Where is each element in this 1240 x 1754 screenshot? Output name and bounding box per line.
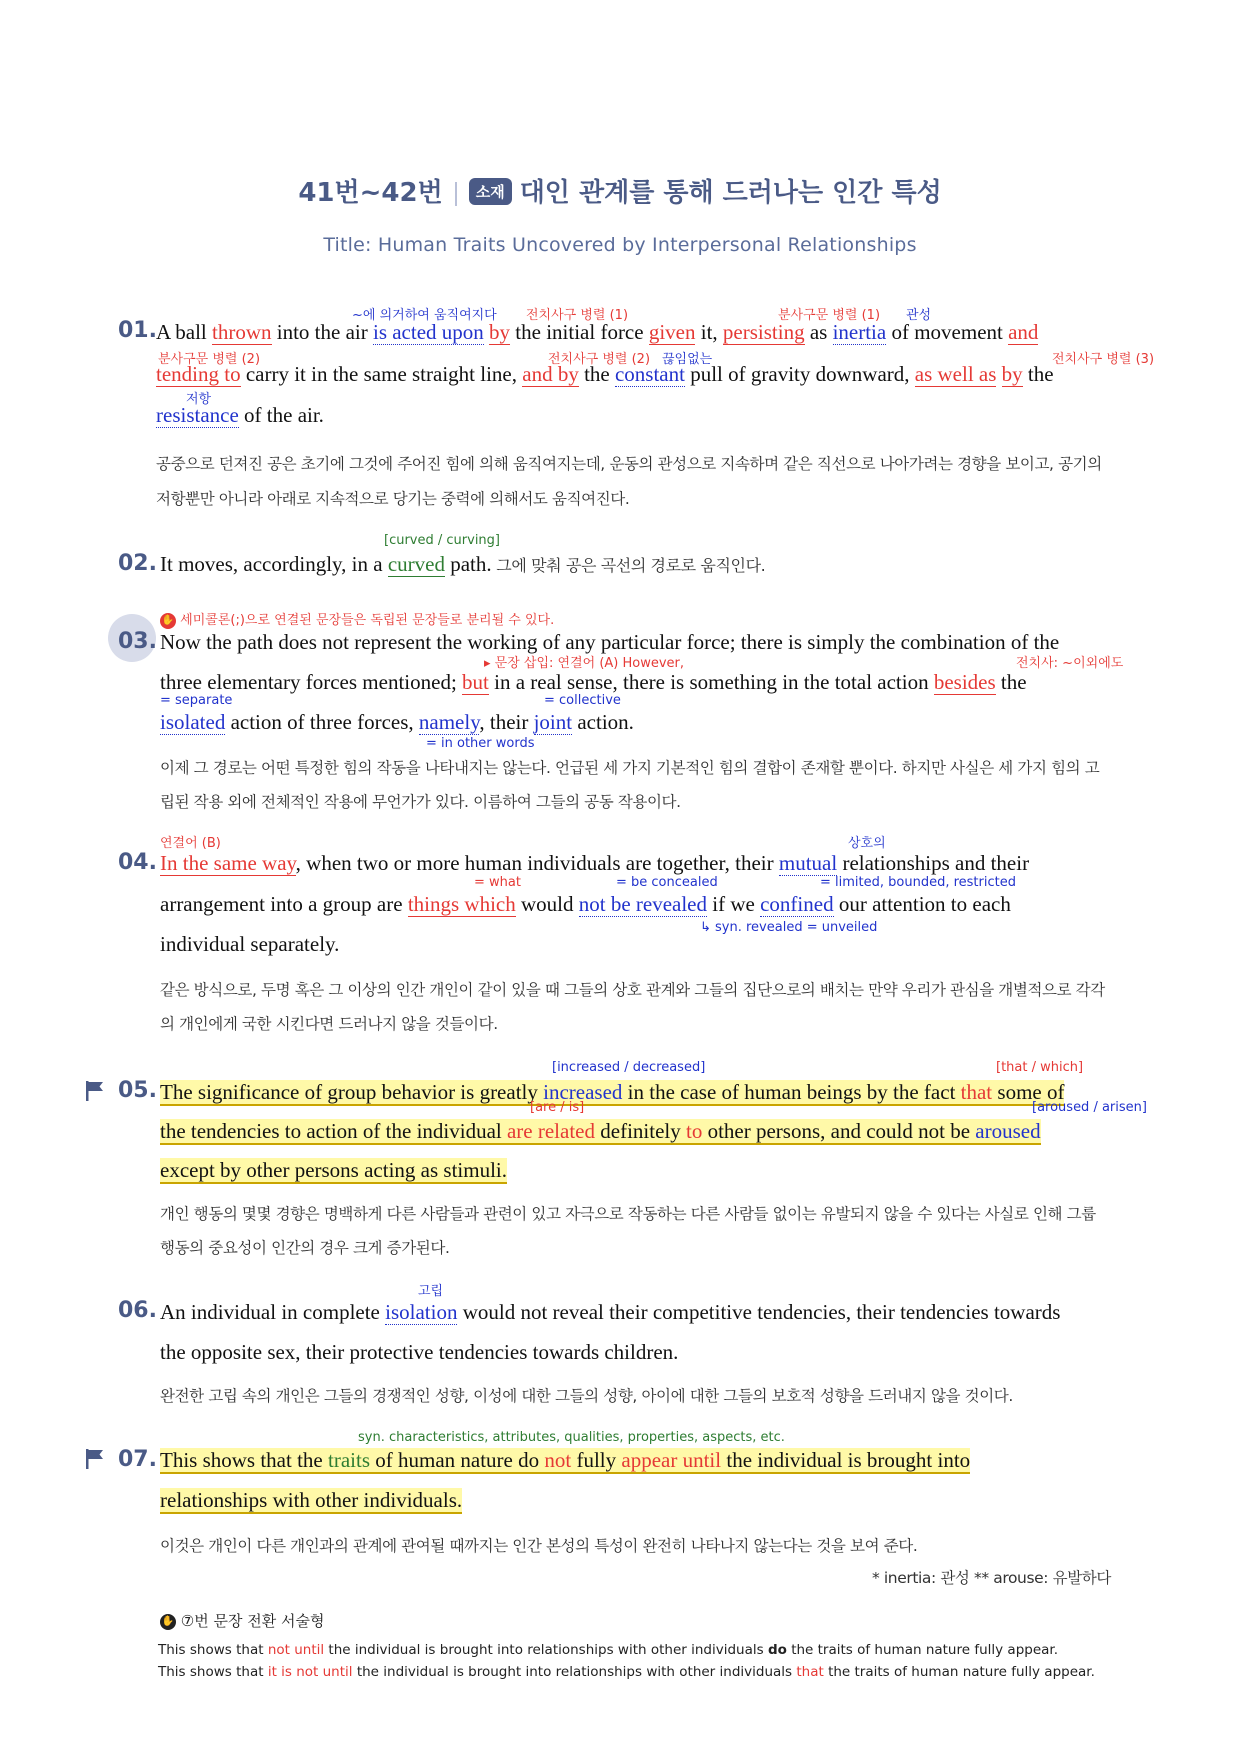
page-title — [0, 172, 1240, 209]
note-isolation: 고립 — [418, 1284, 444, 1299]
tip-semicolon: ✋ 세미콜론(;)으로 연결된 문장들은 독립된 문장들로 분리될 수 있다. — [161, 613, 555, 628]
note-acted-upon: ~에 의거하여 움직여지다 — [352, 308, 497, 323]
word-inertia: inertia — [832, 320, 887, 344]
word-curved: curved — [387, 552, 445, 576]
word-namely: namely — [418, 710, 480, 734]
translation-04-line-2: 의 개인에게 국한 시킨다면 드러나지 않을 것들이다. — [160, 1015, 498, 1033]
sentence-07-line-2: relationships with other individuals. — [160, 1488, 463, 1512]
translation-05-line-2: 행동의 중요성이 인간의 경우 크게 증가된다. — [160, 1239, 450, 1257]
word-by: by — [489, 320, 511, 344]
translation-01-line-1: 공중으로 던져진 공은 초기에 그것에 주어진 힘에 의해 움직여지는데, 운동의 관성으로 지속하며 같은 직선으로 나아가려는 경향을 보이고, 공기의 — [156, 455, 1102, 473]
sentence-02: It moves, accordingly, in a curved path. 그에 맞춰 공은 곡선의 경로로 움직인다. — [160, 552, 766, 576]
question-range: 41번~42번 — [298, 178, 443, 208]
note-prep-parallel-2: 전치사구 병렬 (2) — [548, 352, 651, 367]
translation-02: 그에 맞춰 공은 곡선의 경로로 움직인다. — [491, 556, 766, 575]
sentence-03-line-1: Now the path does not represent the working of any particular force; there is simply the combination of the — [160, 630, 1060, 654]
note-curved: [curved / curving] — [384, 533, 500, 548]
note-prep-parallel-1: 전치사구 병렬 (1) — [526, 308, 629, 323]
word-constant: constant — [614, 362, 685, 386]
word-appear-until: appear until — [621, 1448, 722, 1472]
sentence-number: 01. — [118, 318, 157, 343]
note-are-is: [are / is] — [530, 1100, 585, 1115]
note-joint: = collective — [544, 693, 621, 708]
note-prep-parallel-3: 전치사구 병렬 (3) — [1052, 352, 1155, 367]
word-is-acted-upon: is acted upon — [372, 320, 484, 344]
note-constant: 끊임없는 — [662, 352, 713, 367]
footnote: * inertia: 관성 ** arouse: 유발하다 — [872, 1569, 1111, 1587]
translation-05-line-1: 개인 행동의 몇몇 경향은 명백하게 다른 사람들과 관련이 있고 자극으로 작동하는 다른 사람들 없이는 유발되지 않을 수 있다는 사실로 인해 그룹 — [160, 1205, 1096, 1223]
sentence-number: 05. — [118, 1078, 157, 1103]
word-as-well-as: as well as — [914, 362, 997, 386]
word-persisting: persisting — [722, 320, 805, 344]
hand-icon: ✋ — [160, 613, 176, 629]
word-aroused: aroused — [975, 1119, 1041, 1143]
sentence-01-line-3: resistance of the air. — [156, 403, 324, 427]
sentence-04-line-1: In the same way, when two or more human individuals are together, their mutual relationships and their — [160, 851, 1030, 875]
hand-icon: ✋ — [160, 1614, 176, 1630]
translation-06: 완전한 고립 속의 개인은 그들의 경쟁적인 성향, 이성에 대한 그들의 성향, 아이에 대한 그들의 보호적 성향을 드러내지 않을 것이다. — [160, 1387, 1013, 1405]
note-isolated: = separate — [160, 693, 233, 708]
rewrite-heading: ✋ ⑦번 문장 전환 서술형 — [161, 1612, 325, 1630]
word-resistance: resistance — [156, 403, 239, 427]
sentence-04-line-3: individual separately. — [160, 932, 340, 956]
topic-badge: 소재 — [469, 178, 512, 205]
note-participle-parallel-2: 분사구문 병렬 (2) — [158, 352, 261, 367]
sentence-01-line-1: A ball thrown into the air is acted upon by the initial force given it, persisting as inertia of movement and — [156, 320, 1039, 344]
note-what: = what — [474, 875, 521, 890]
translation-03-line-1: 이제 그 경로는 어떤 특정한 힘의 작동을 나타내지는 않는다. 언급된 세 가지 기본적인 힘의 결합이 존재할 뿐이다. 하지만 사실은 세 가지 힘의 고 — [160, 759, 1100, 777]
note-syn-revealed: ↳ syn. revealed = unveiled — [700, 920, 878, 935]
sentence-05-line-3: except by other persons acting as stimuli. — [160, 1158, 508, 1182]
sentence-number: 03. — [118, 629, 157, 654]
word-joint: joint — [533, 710, 573, 734]
note-inertia: 관성 — [906, 308, 932, 323]
note-aroused: [aroused / arisen] — [1032, 1100, 1147, 1115]
note-increased: [increased / decreased] — [552, 1060, 706, 1075]
sentence-05-line-1: The significance of group behavior is greatly increased in the case of human beings by the fact that some of — [160, 1080, 1065, 1104]
rewrite-line-2: This shows that it is not until the individual is brought into relationships with other individuals that the traits of human nature fully appear. — [158, 1664, 1095, 1680]
word-isolated: isolated — [160, 710, 226, 734]
sentence-06-line-2: the opposite sex, their protective tendencies towards children. — [160, 1340, 679, 1364]
word-that: that — [960, 1080, 993, 1104]
word-isolation: isolation — [385, 1300, 458, 1324]
word-not-be-revealed: not be revealed — [578, 892, 708, 916]
note-resistance: 저항 — [186, 392, 212, 407]
word-are-related: are related — [506, 1119, 595, 1143]
word-by-2: by — [1001, 362, 1023, 386]
word-traits: traits — [328, 1448, 370, 1472]
sentence-number: 07. — [118, 1447, 157, 1472]
note-namely: = in other words — [426, 736, 535, 751]
flag-icon — [84, 1448, 106, 1470]
note-but: ▸ 문장 삽입: 연결어 (A) However, — [484, 656, 685, 671]
word-increased: increased — [543, 1080, 623, 1104]
title-divider — [455, 182, 457, 206]
word-to: to — [685, 1119, 703, 1143]
flag-icon — [84, 1080, 106, 1102]
word-things-which: things which — [407, 892, 516, 916]
sentence-06-line-1: An individual in complete isolation would not reveal their competitive tendencies, their tendencies towards — [160, 1300, 1061, 1324]
word-given: given — [648, 320, 696, 344]
word-thrown: thrown — [212, 320, 272, 344]
word-besides: besides — [933, 670, 996, 694]
word-confined: confined — [760, 892, 834, 916]
note-participle-parallel-1: 분사구문 병렬 (1) — [778, 308, 881, 323]
word-in-the-same-way: In the same way — [160, 851, 296, 875]
page-subtitle: Title: Human Traits Uncovered by Interpersonal Relationships — [323, 234, 917, 256]
note-confined: = limited, bounded, restricted — [820, 875, 1016, 890]
word-but: but — [462, 670, 489, 694]
sentence-05-line-2: the tendencies to action of the individual are related definitely to other persons, and could not be aroused — [160, 1119, 1041, 1143]
translation-01-line-2: 저항뿐만 아니라 아래로 지속적으로 당기는 중력에 의해서도 움직여진다. — [156, 490, 630, 508]
sentence-03-line-2: three elementary forces mentioned; but in a real sense, there is something in the total action besides the — [160, 670, 1027, 694]
title-text: 대인 관계를 통해 드러나는 인간 특성 — [519, 178, 942, 208]
word-and-by: and by — [522, 362, 579, 386]
translation-03-line-2: 립된 작용 외에 전체적인 작용에 무언가가 있다. 이름하여 그들의 공동 작용이다. — [160, 793, 681, 811]
sentence-number: 06. — [118, 1298, 157, 1323]
note-syn-traits: syn. characteristics, attributes, qualities, properties, aspects, etc. — [358, 1430, 785, 1445]
word-not: not — [544, 1448, 572, 1472]
note-that-which: [that / which] — [996, 1060, 1084, 1075]
note-besides: 전치사: ~이외에도 — [1016, 656, 1124, 671]
note-mutual: 상호의 — [848, 836, 886, 851]
sentence-01-line-2: tending to carry it in the same straight line, and by the constant pull of gravity downward, as well as by the — [156, 362, 1054, 386]
sentence-04-line-2: arrangement into a group are things which would not be revealed if we confined our attention to each — [160, 892, 1011, 916]
note-concealed: = be concealed — [616, 875, 718, 890]
word-tending-to: tending to — [156, 362, 241, 386]
word-and: and — [1008, 320, 1039, 344]
note-link-b: 연결어 (B) — [160, 836, 221, 851]
word-mutual: mutual — [778, 851, 838, 875]
rewrite-heading-num: ⑦ — [180, 1612, 195, 1630]
sentence-03-line-3: isolated action of three forces, namely, their joint action. — [160, 710, 634, 734]
rewrite-line-1: This shows that not until the individual is brought into relationships with other individuals do the traits of human nature fully appear. — [158, 1642, 1059, 1658]
sentence-number: 04. — [118, 850, 157, 875]
sentence-number: 02. — [118, 551, 157, 576]
translation-07: 이것은 개인이 다른 개인과의 관계에 관여될 때까지는 인간 본성의 특성이 완전히 나타나지 않는다는 것을 보여 준다. — [160, 1537, 918, 1555]
sentence-07-line-1: This shows that the traits of human nature do not fully appear until the individual is brought into — [160, 1448, 971, 1472]
translation-04-line-1: 같은 방식으로, 두명 혹은 그 이상의 인간 개인이 같이 있을 때 그들의 상호 관계와 그들의 집단으로의 배치는 만약 우리가 관심을 개별적으로 각각 — [160, 981, 1105, 999]
